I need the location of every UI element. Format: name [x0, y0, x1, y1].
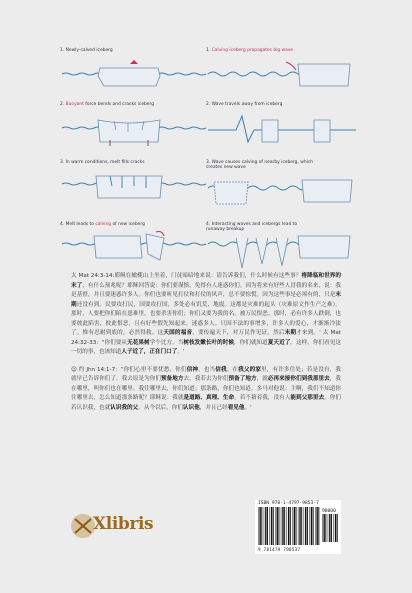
diagram-left-panel-3	[60, 160, 212, 206]
barcode-bar	[273, 507, 274, 545]
text-run: Mat 24:3-14	[78, 273, 113, 279]
price-code: 90000	[322, 509, 336, 514]
text-run: 还没有到。民要攻打民，国要攻打国，多处必有饥荒、地震。这都是灾难的起头（灾难原文作生产之难）。那时，人要把你们陷在患难里，也要杀害你们；你们又要为我的名，被万民恨恶。那时，必有许多人跌倒，也要彼此陷害，彼此恨恶，且有好些假先知起来，迷惑多人。只因不法的事增多，许多人的爱心，才渐渐冷淡了。惟有忍耐到底的，必然得救。这	[71, 301, 341, 336]
text-run: 太	[71, 273, 79, 279]
barcode-bar	[287, 507, 288, 545]
diagram-caption: 3. Wave causes calving of nearby iceberg, which creates new wave	[206, 160, 314, 170]
barcode-bar	[318, 507, 319, 545]
barcode-bar	[337, 514, 338, 542]
diagram-right-panel-2	[206, 102, 358, 148]
text-run: ，有什么预兆呢？耶稣回答说：你们要谨慎，免得有人迷惑你们。因为将来有好些人冒我的名来，说：我是基督，并且要迷惑许多人。你们也要听见打仗和打仗的风声，总不要惊慌。因为这些事是必须有的，只是	[71, 282, 341, 298]
emphasized-text: 信我	[215, 366, 227, 373]
diagram-caption: 3. In warm conditions, melt fills cracks	[60, 160, 145, 165]
emphasized-text: 夏天近了	[267, 339, 291, 346]
barcode-bar	[258, 507, 259, 545]
diagram-caption: 1. Calving iceberg propagates big wave	[206, 48, 294, 53]
barcode-bar	[331, 514, 332, 542]
barcode-bar	[267, 507, 268, 545]
barcode-bar	[329, 514, 330, 542]
text-run: :耶稣在橄榄山上坐着，门徒暗暗地来说：请告诉我们，什么时候有这些事？	[112, 273, 302, 279]
emphasized-text: 我父的家	[238, 366, 262, 373]
text-run: ，并且已经	[199, 404, 228, 411]
text-run: ，就	[256, 376, 268, 382]
diagram-caption: 4. Interacting waves and icebergs lead to runaway breakup	[206, 222, 298, 232]
paragraph-matthew	[71, 272, 341, 358]
text-run: ，也当	[198, 366, 216, 373]
barcode-bar	[313, 507, 314, 545]
publisher-name: Xlibris	[93, 514, 154, 534]
diagram-caption: 1. Newly-calved iceberg	[60, 48, 113, 53]
emphasized-text: 末期	[71, 292, 341, 308]
iceberg-illustration	[60, 54, 210, 92]
emphasized-text: 预备了地方	[228, 376, 257, 382]
emphasized-text: 认识他	[182, 404, 200, 411]
emphasized-text: 能到父那里去	[290, 395, 325, 401]
barcode-bar	[309, 507, 310, 545]
text-run: 才来到。' 太	[296, 330, 331, 336]
iceberg-illustration	[60, 108, 210, 148]
emphasized-text: 人子近了，正在门口了	[121, 349, 178, 355]
ean-digits: 9 781479 798537	[258, 547, 301, 552]
emphasized-text: 末期	[284, 330, 297, 336]
iceberg-illustration	[206, 228, 356, 270]
text-run: 学个比方。当	[149, 339, 184, 346]
barcode-bar	[299, 507, 300, 545]
body-text	[71, 272, 341, 421]
barcode-bar	[323, 514, 324, 542]
barcode-bar	[271, 507, 272, 545]
text-run: 里，有许多住处；若是没有，我就早已告诉你们了。我去原是为你们	[71, 366, 341, 382]
iceberg-illustration	[206, 54, 356, 92]
emphasized-text: 是道路、真理、生命	[183, 395, 235, 401]
barcode-bar	[277, 507, 278, 545]
iceberg-illustration	[206, 108, 356, 148]
barcode-bar	[333, 514, 334, 542]
text-run: 。'	[244, 404, 252, 411]
text-run: 。这样，你们看见这一切的事，也该知道	[71, 339, 341, 355]
barcode-bar	[301, 507, 302, 545]
barcode-bar	[316, 507, 317, 545]
text-run: 去。我若去为你们	[183, 376, 229, 382]
diagram-left-panel-4	[60, 222, 212, 268]
text-run: 。若不藉着我，没有人	[234, 395, 291, 401]
iceberg-illustration	[60, 166, 210, 206]
barcode-bar	[296, 507, 297, 545]
diagram-caption: 2. Wave travels away from iceberg	[206, 102, 283, 107]
barcode-bar	[281, 507, 282, 545]
text-run: ☺ 约	[71, 366, 87, 373]
diagram-caption: 2. Buoyant force bends and cracks iceberg	[60, 102, 155, 107]
barcode-bar	[304, 507, 305, 545]
iceberg-illustration	[206, 166, 356, 206]
emphasized-text: 看见他	[227, 404, 245, 411]
barcode-bar	[278, 507, 279, 545]
diagram-left-panel-2	[60, 102, 212, 148]
barcode-bar	[259, 507, 260, 545]
barcode-bar	[315, 507, 316, 545]
barcode-bar	[261, 507, 262, 545]
emphasized-text: 将降临和世界的末了	[71, 273, 341, 289]
ean-barcode	[258, 507, 320, 547]
diagram-right-panel-4	[206, 222, 358, 268]
barcode-bar	[284, 507, 285, 545]
text-run: ，你们就知道	[234, 339, 268, 346]
barcode-bar	[311, 507, 312, 545]
text-run: ，我在哪里，叫你们也在哪里。我往哪里去，你们知道；那条路，你们也知道。多马对他说：主啊，我们不知道你往哪里去，怎么知道那条路呢？耶稣说：我就	[71, 376, 341, 401]
text-run: 。'	[177, 349, 185, 355]
text-run: 。在	[226, 366, 239, 373]
barcode-bar	[325, 514, 326, 542]
price-barcode	[322, 514, 338, 544]
barcode-bar	[282, 507, 283, 545]
barcode-bar	[269, 507, 270, 545]
iceberg-illustration	[60, 228, 210, 268]
emphasized-text: 天国的福音	[163, 330, 193, 336]
paragraph-john	[71, 366, 341, 414]
barcode-bar	[307, 507, 308, 545]
isbn-number: ISBN 978-1-4797-9853-7	[258, 501, 319, 506]
diagram-right-panel-3	[206, 160, 358, 206]
barcode-bar	[322, 514, 323, 542]
barcode-bar	[265, 507, 266, 545]
barcode-bar	[335, 514, 336, 542]
text-run: ："你们心里不要忧愁，你们	[115, 366, 187, 373]
diagram-right-panel-1	[206, 48, 358, 94]
barcode-bar	[298, 507, 299, 545]
publisher-logo	[69, 509, 154, 543]
barcode-bar	[328, 514, 329, 542]
text-run: 。你们若认识我，也就	[71, 395, 341, 411]
emphasized-text: 认识我的父	[110, 404, 139, 411]
diagram-left-panel-1	[60, 48, 212, 94]
barcode-bar	[264, 507, 265, 545]
barcode-bar	[275, 507, 276, 545]
text-run: ，要传遍天下，对万民作见证，然后	[192, 330, 285, 336]
barcode-bar	[288, 507, 289, 545]
emphasized-text: 树枝发嫩长叶的时候	[183, 339, 235, 346]
emphasized-text: 预备地方	[160, 376, 184, 382]
emphasized-text: 必再来接你们到我那里去	[267, 376, 330, 382]
text-run: ："你们要从	[96, 339, 128, 346]
text-run: 。从今以后，你们	[138, 404, 183, 411]
barcode-bar	[305, 507, 306, 545]
barcode-bar	[294, 507, 295, 545]
barcode-bar	[290, 507, 291, 545]
diagram-caption: 4. Melt leads to calving of new iceberg	[60, 222, 145, 227]
barcode-bar	[292, 507, 293, 545]
text-run: Mat 24:32-33	[71, 330, 341, 346]
text-run: Jhn 14:1-7	[86, 366, 116, 373]
emphasized-text: 无花果树	[127, 339, 150, 346]
emphasized-text: 信神	[186, 366, 199, 373]
